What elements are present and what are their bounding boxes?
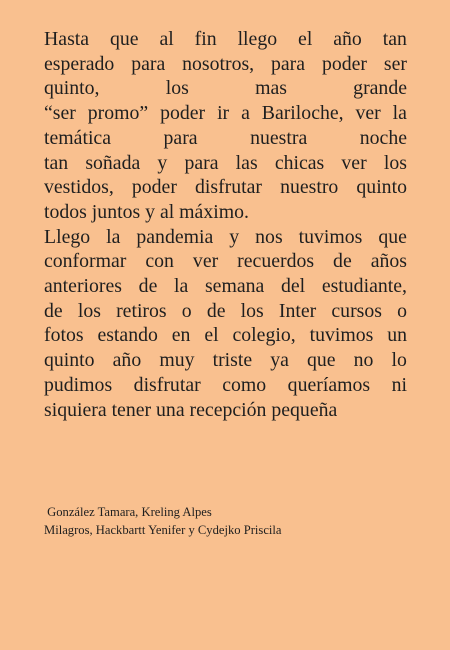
paragraph-1-line — [44, 101, 407, 126]
word: que — [109, 28, 139, 50]
word: años — [370, 250, 407, 273]
word: retiros — [116, 299, 167, 322]
word: fotos — [44, 324, 84, 347]
word: poder — [160, 102, 206, 125]
word: ver — [192, 250, 219, 273]
paragraph-2-line — [44, 348, 407, 373]
word: año — [333, 28, 362, 50]
word: no — [353, 349, 374, 372]
word: semana — [204, 275, 265, 298]
word: ser — [383, 52, 407, 75]
authors-line-2: Milagros, Hackbartt Yenifer y Cydejko Priscila — [44, 523, 282, 537]
word: pudimos — [44, 373, 113, 396]
word: ir — [217, 102, 230, 125]
paragraph-1-line — [44, 76, 407, 101]
paragraph-2-line: siquiera tener una recepción pequeña — [44, 398, 338, 421]
word: estudiante, — [321, 275, 407, 298]
word: mas — [255, 77, 287, 100]
word: los — [77, 299, 101, 322]
paragraph-2-line — [44, 373, 407, 398]
paragraph-1-line — [44, 52, 407, 77]
word: el — [204, 324, 219, 347]
word: temática — [44, 126, 111, 149]
word: ver — [355, 102, 381, 125]
word: recuerdos — [237, 250, 315, 273]
word: llego — [237, 28, 278, 50]
word: para — [184, 151, 219, 174]
word: tan — [44, 151, 69, 174]
paragraph-2 — [44, 225, 407, 423]
word: en — [171, 324, 191, 347]
word: “ser — [44, 102, 76, 125]
word: ver — [341, 151, 367, 174]
paragraph-1 — [44, 27, 407, 225]
body-text — [44, 27, 407, 422]
word: poder — [131, 176, 177, 199]
word: los — [240, 299, 264, 322]
paragraph-2-line — [44, 274, 407, 299]
word: lo — [391, 349, 407, 372]
word: o — [181, 299, 192, 322]
word: de — [138, 275, 158, 298]
word: grande — [353, 77, 407, 100]
word: el — [298, 28, 313, 50]
word: para — [163, 126, 198, 149]
word: o — [397, 299, 407, 322]
word: triste — [212, 349, 253, 372]
word: Inter — [278, 299, 317, 322]
word: poder — [321, 52, 367, 75]
word: y — [157, 151, 168, 174]
paragraph-2-line — [44, 323, 407, 348]
paragraph-2-line — [44, 299, 407, 324]
paragraph-2-line — [44, 249, 407, 274]
word: disfrutar — [133, 373, 201, 396]
word: colegio, — [232, 324, 296, 347]
word: los — [383, 151, 407, 174]
word: quinto, — [44, 77, 100, 100]
word: para — [271, 52, 306, 75]
word: soñada — [85, 151, 141, 174]
word: y — [229, 225, 240, 248]
word: Hasta — [44, 28, 90, 50]
word: quinto — [44, 349, 95, 372]
word: tan — [382, 28, 407, 50]
paragraph-1-line — [44, 175, 407, 200]
word: ni — [391, 373, 407, 396]
word: la — [106, 225, 121, 248]
word: para — [131, 52, 166, 75]
word: estando — [97, 324, 158, 347]
word: de — [206, 299, 226, 322]
word: nosotros, — [182, 52, 255, 75]
paragraph-1-line — [44, 126, 407, 151]
word: tuvimos — [298, 225, 363, 248]
word: un — [387, 324, 407, 347]
word: la — [174, 275, 189, 298]
word: a — [241, 102, 250, 125]
word: anteriores — [44, 275, 122, 298]
word: noche — [359, 126, 407, 149]
paragraph-1-line — [44, 27, 407, 52]
word: Bariloche, — [261, 102, 344, 125]
word: muy — [159, 349, 195, 372]
word: queríamos — [287, 373, 371, 396]
word: conformar — [44, 250, 127, 273]
word: que — [378, 225, 407, 248]
word: de — [333, 250, 352, 273]
word: nuestro — [280, 176, 339, 199]
word: la — [392, 102, 407, 125]
word: esperado — [44, 52, 115, 75]
word: disfrutar — [195, 176, 263, 199]
word: año — [112, 349, 142, 372]
word: chicas — [274, 151, 325, 174]
paragraph-2-line — [44, 225, 407, 250]
word: las — [235, 151, 258, 174]
word: con — [145, 250, 174, 273]
word: cursos — [331, 299, 382, 322]
word: como — [222, 373, 267, 396]
word: tuvimos — [309, 324, 374, 347]
word: pandemia — [136, 225, 214, 248]
word: ya — [270, 349, 289, 372]
word: que — [307, 349, 336, 372]
word: los — [165, 77, 189, 100]
word: al — [159, 28, 174, 50]
authors-line-1: González Tamara, Kreling Alpes — [44, 505, 212, 519]
paragraph-1-line — [44, 151, 407, 176]
word: vestidos, — [44, 176, 114, 199]
word: quinto — [356, 176, 407, 199]
word: promo” — [87, 102, 149, 125]
word: del — [280, 275, 306, 298]
word: fin — [194, 28, 217, 50]
word: nos — [255, 225, 283, 248]
paragraph-1-line: todos juntos y al máximo. — [44, 200, 249, 223]
authors-credit — [44, 503, 282, 539]
word: Llego — [44, 225, 91, 248]
word: de — [44, 299, 63, 322]
word: nuestra — [250, 126, 308, 149]
